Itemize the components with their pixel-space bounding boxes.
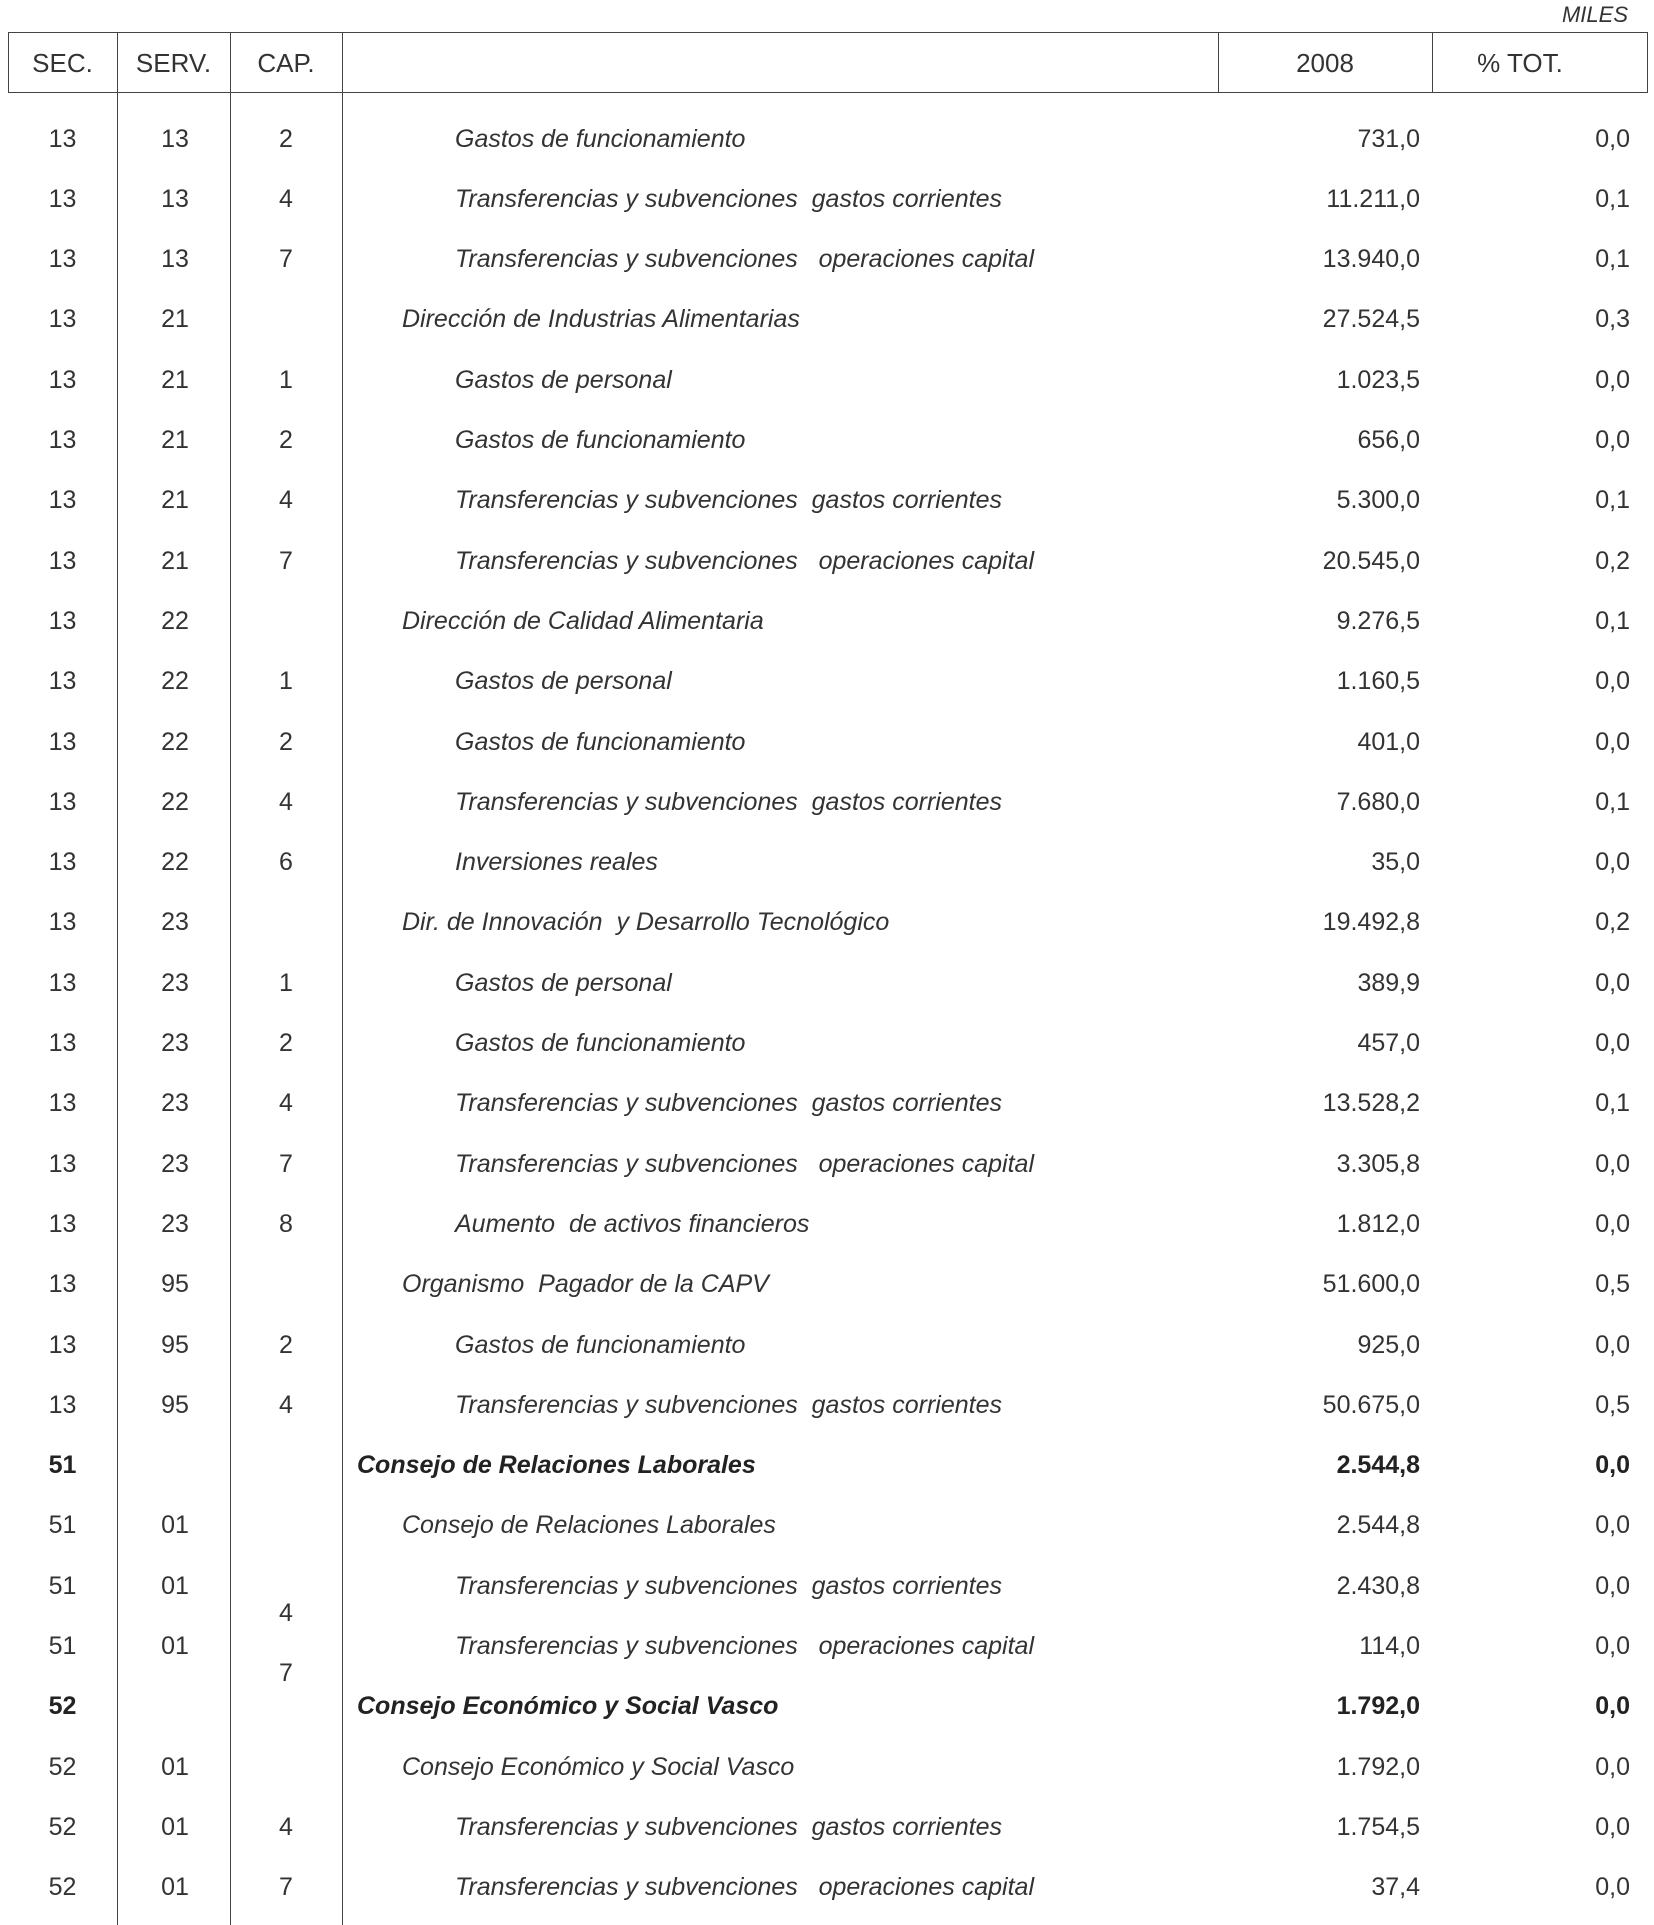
sec-cell: 13 [48,426,77,454]
serv-cell: 13 [161,245,189,274]
sec-cell: 13 [48,848,77,877]
amount-2008-cell: 13.528,2 [1322,1089,1420,1118]
sec-cell: 51 [48,1511,77,1540]
pct-total-cell: 0,1 [1595,606,1630,635]
table-row [0,290,1654,350]
sec-cell: 13 [48,305,77,334]
sec-cell: 52 [48,1873,77,1902]
serv-cell: 23 [161,1149,189,1178]
cap-cell: 4 [279,1812,293,1841]
amount-2008-cell: 27.524,5 [1322,305,1420,334]
units-label: MILES [1561,2,1628,27]
sec-cell: 13 [48,1089,77,1118]
description-cell: Transferencias y subvenciones gastos corrientes [455,787,1003,816]
pct-total-cell: 0,1 [1595,184,1630,213]
serv-cell: 22 [161,848,189,877]
cap-cell: 1 [279,667,293,696]
table-row [0,1436,1654,1496]
pct-total-cell: 0,0 [1595,848,1630,877]
cap-cell: 1 [279,968,293,997]
serv-cell: 21 [161,305,189,334]
table-row [0,1074,1654,1134]
amount-2008-cell: 1.023,5 [1336,365,1420,394]
cap-cell [232,893,340,953]
pct-total-cell: 0,0 [1595,1571,1630,1600]
amount-2008-cell: 2.544,8 [1336,1511,1420,1540]
pct-total-cell: 0,0 [1595,727,1630,756]
pct-total-cell: 0,1 [1595,1089,1630,1118]
amount-2008-cell: 731,0 [1357,124,1420,153]
amount-2008-cell: 1.754,5 [1336,1812,1420,1841]
amount-2008-cell: 401,0 [1357,727,1420,756]
serv-cell [120,1436,230,1496]
serv-cell: 21 [161,486,189,515]
amount-2008-cell: 7.680,0 [1336,787,1420,816]
amount-2008-cell: 50.675,0 [1322,1390,1420,1419]
description-cell: Transferencias y subvenciones operaciones capital [455,245,1035,274]
table-row [0,1737,1654,1797]
amount-2008-cell: 13.940,0 [1322,245,1420,274]
sec-cell: 51 [48,1632,77,1660]
cap-cell: 7 [279,1873,293,1902]
sec-cell: 13 [48,1029,77,1057]
serv-cell: 23 [161,1089,189,1118]
amount-2008-cell: 19.492,8 [1322,908,1420,937]
sec-cell: 13 [48,365,77,394]
serv-cell: 22 [161,606,189,635]
serv-cell: 95 [161,1330,189,1359]
amount-2008-cell: 9.276,5 [1336,606,1420,635]
header-description [342,34,1218,92]
description-cell: Dirección de Calidad Alimentaria [402,606,764,635]
description-cell: Transferencias y subvenciones operaciones capital [455,1632,1035,1660]
description-cell: Transferencias y subvenciones gastos corrientes [455,1571,1003,1600]
table-row [0,652,1654,712]
table-row [0,712,1654,772]
serv-cell: 01 [161,1511,189,1540]
serv-cell: 22 [161,667,189,696]
cap-cell [232,290,340,350]
cap-cell: 4 [279,184,293,213]
description-cell: Transferencias y subvenciones gastos corrientes [455,1812,1003,1841]
description-cell: Organismo Pagador de la CAPV [402,1270,769,1299]
pct-total-cell: 0,0 [1595,1873,1630,1902]
pct-total-cell: 0,0 [1595,124,1630,153]
amount-2008-cell: 11.211,0 [1326,184,1420,213]
sec-cell: 13 [48,1149,77,1178]
cap-cell [232,591,340,651]
cap-cell: 1 [279,365,293,394]
amount-2008-cell: 1.792,0 [1336,1692,1420,1721]
table-row [0,411,1654,471]
cap-cell: 2 [279,1330,293,1359]
sec-cell: 13 [48,1330,77,1359]
serv-cell: 01 [161,1571,189,1600]
sec-cell: 52 [48,1812,77,1841]
sec-cell: 13 [48,727,77,756]
description-cell: Dir. de Innovación y Desarrollo Tecnológico [402,908,890,937]
header-bottom-border [8,92,1648,93]
cap-cell [232,1255,340,1315]
pct-total-cell: 0,0 [1595,1149,1630,1178]
cap-cell [232,1737,340,1797]
description-cell: Consejo Económico y Social Vasco [402,1752,795,1781]
cap-cell: 7 [279,546,293,575]
amount-2008-cell: 2.544,8 [1336,1451,1420,1480]
sec-cell: 13 [48,968,77,997]
sec-cell: 13 [48,1270,77,1299]
serv-cell: 01 [161,1873,189,1902]
amount-2008-cell: 389,9 [1357,968,1420,997]
table-row [0,1014,1654,1074]
pct-total-cell: 0,0 [1595,1451,1630,1480]
pct-total-cell: 0,0 [1595,365,1630,394]
sec-cell: 13 [48,787,77,816]
serv-cell [120,1677,230,1737]
pct-total-cell: 0,5 [1595,1390,1630,1419]
serv-cell: 23 [161,1029,189,1057]
sec-cell: 13 [48,606,77,635]
description-cell: Gastos de personal [455,667,672,696]
serv-cell: 13 [161,124,189,153]
pct-total-cell: 0,1 [1595,787,1630,816]
description-cell: Consejo de Relaciones Laborales [402,1511,776,1540]
amount-2008-cell: 3.305,8 [1336,1149,1420,1178]
serv-cell: 95 [161,1390,189,1419]
header-sec: SEC. [32,47,93,78]
cap-cell: 7 [279,1149,293,1178]
amount-2008-cell: 5.300,0 [1336,486,1420,515]
amount-2008-cell: 114,0 [1359,1632,1420,1660]
table-row [0,591,1654,651]
cap-cell [232,1496,340,1556]
pct-total-cell: 0,0 [1595,667,1630,696]
description-cell: Gastos de personal [455,365,672,394]
pct-total-cell: 0,5 [1595,1270,1630,1299]
serv-cell: 22 [161,787,189,816]
sec-cell: 13 [48,908,77,937]
sec-cell: 13 [48,486,77,515]
table-row [0,169,1654,229]
table-row [0,1858,1654,1918]
table-row [0,471,1654,531]
description-cell: Dirección de Industrias Alimentarias [402,305,800,334]
table-row [0,531,1654,591]
description-cell: Transferencias y subvenciones gastos corrientes [455,184,1003,213]
pct-total-cell: 0,0 [1595,1209,1630,1238]
serv-cell: 21 [161,426,189,454]
amount-2008-cell: 2.430,8 [1336,1571,1420,1600]
table-row [0,1496,1654,1556]
pct-total-cell: 0,0 [1595,1511,1630,1540]
sec-cell: 52 [48,1752,77,1781]
amount-2008-cell: 925,0 [1357,1330,1420,1359]
amount-2008-cell: 1.812,0 [1336,1209,1420,1238]
cap-cell [232,1436,340,1496]
description-cell: Transferencias y subvenciones operaciones capital [455,546,1035,575]
table-row [0,230,1654,290]
pct-total-cell: 0,2 [1595,546,1630,575]
cap-cell: 4 [279,1390,293,1419]
pct-total-cell: 0,0 [1595,426,1630,454]
header-serv: SERV. [135,47,212,78]
description-cell: Transferencias y subvenciones gastos corrientes [455,1390,1003,1419]
cap-cell: 2 [279,727,293,756]
table-row [0,1255,1654,1315]
serv-cell: 13 [161,184,189,213]
cap-cell: 2 [279,426,293,454]
pct-total-cell: 0,0 [1595,1632,1630,1660]
sec-cell: 13 [48,124,77,153]
serv-cell: 23 [161,1209,189,1238]
header-year: 2008 [1296,47,1354,78]
sec-cell: 13 [48,546,77,575]
cap-cell: 7 [279,245,293,274]
amount-2008-cell: 1.160,5 [1336,667,1420,696]
description-cell: Transferencias y subvenciones operaciones capital [455,1873,1035,1902]
table-row [0,1375,1654,1435]
amount-2008-cell: 20.545,0 [1322,546,1420,575]
pct-total-cell: 0,0 [1595,1330,1630,1359]
description-cell: Gastos de funcionamiento [455,124,746,153]
table-row [0,1134,1654,1194]
sec-cell: 51 [48,1571,77,1600]
pct-total-cell: 0,2 [1595,908,1630,937]
serv-cell: 21 [161,365,189,394]
amount-2008-cell: 656,0 [1357,426,1420,454]
sec-cell: 13 [48,245,77,274]
description-cell: Transferencias y subvenciones gastos corrientes [455,486,1003,515]
serv-cell: 21 [161,546,189,575]
description-cell: Gastos de funcionamiento [455,426,746,454]
column-divider [1647,32,1648,93]
cap-cell: 4 [279,787,293,816]
table-row [0,1315,1654,1375]
amount-2008-cell: 1.792,0 [1336,1752,1420,1781]
cap-cell: 8 [279,1209,293,1238]
pct-total-cell: 0,3 [1595,305,1630,334]
serv-cell: 01 [161,1632,189,1660]
pct-total-cell: 0,1 [1595,486,1630,515]
table-row [0,953,1654,1013]
amount-2008-cell: 457,0 [1357,1029,1420,1057]
header-pct-total: % TOT. [1477,47,1563,78]
pct-total-cell: 0,0 [1595,1752,1630,1781]
pct-total-cell: 0,0 [1595,968,1630,997]
description-cell: Aumento de activos financieros [455,1209,810,1238]
cap-cell: 4 [279,486,293,515]
amount-2008-cell: 51.600,0 [1322,1270,1420,1299]
description-cell: Transferencias y subvenciones gastos corrientes [455,1089,1003,1118]
sec-cell: 52 [48,1692,77,1721]
offset-cap-value: 7 [279,1658,293,1687]
sec-cell: 13 [48,667,77,696]
sec-cell: 51 [48,1451,77,1480]
serv-cell: 22 [161,727,189,756]
serv-cell: 01 [161,1812,189,1841]
description-cell: Gastos de funcionamiento [455,727,746,756]
serv-cell: 01 [161,1752,189,1781]
table-row [0,893,1654,953]
cap-cell: 2 [279,1029,293,1057]
table-row [0,109,1654,169]
cap-cell: 6 [279,848,293,877]
sec-cell: 13 [48,1209,77,1238]
description-cell: Consejo de Relaciones Laborales [357,1451,756,1480]
table-top-border [8,32,1648,33]
pct-total-cell: 0,1 [1595,245,1630,274]
pct-total-cell: 0,0 [1595,1812,1630,1841]
description-cell: Gastos de funcionamiento [455,1330,746,1359]
serv-cell: 23 [161,968,189,997]
cap-cell: 4 [279,1089,293,1118]
cap-cell: 2 [279,124,293,153]
header-cap: CAP. [257,47,315,78]
pct-total-cell: 0,0 [1595,1692,1630,1721]
amount-2008-cell: 35,0 [1371,848,1420,877]
serv-cell: 95 [161,1270,189,1299]
table-row [0,833,1654,893]
amount-2008-cell: 37,4 [1371,1873,1420,1902]
table-row [0,1797,1654,1857]
table-row [0,1194,1654,1254]
serv-cell: 23 [161,908,189,937]
description-cell: Gastos de personal [455,968,672,997]
pct-total-cell: 0,0 [1595,1029,1630,1057]
description-cell: Inversiones reales [455,848,658,877]
description-cell: Consejo Económico y Social Vasco [357,1692,779,1721]
offset-cap-value: 4 [279,1598,293,1627]
description-cell: Transferencias y subvenciones operaciones capital [455,1149,1035,1178]
sec-cell: 13 [48,1390,77,1419]
description-cell: Gastos de funcionamiento [455,1029,746,1057]
sec-cell: 13 [48,184,77,213]
table-row [0,772,1654,832]
table-row [0,350,1654,410]
